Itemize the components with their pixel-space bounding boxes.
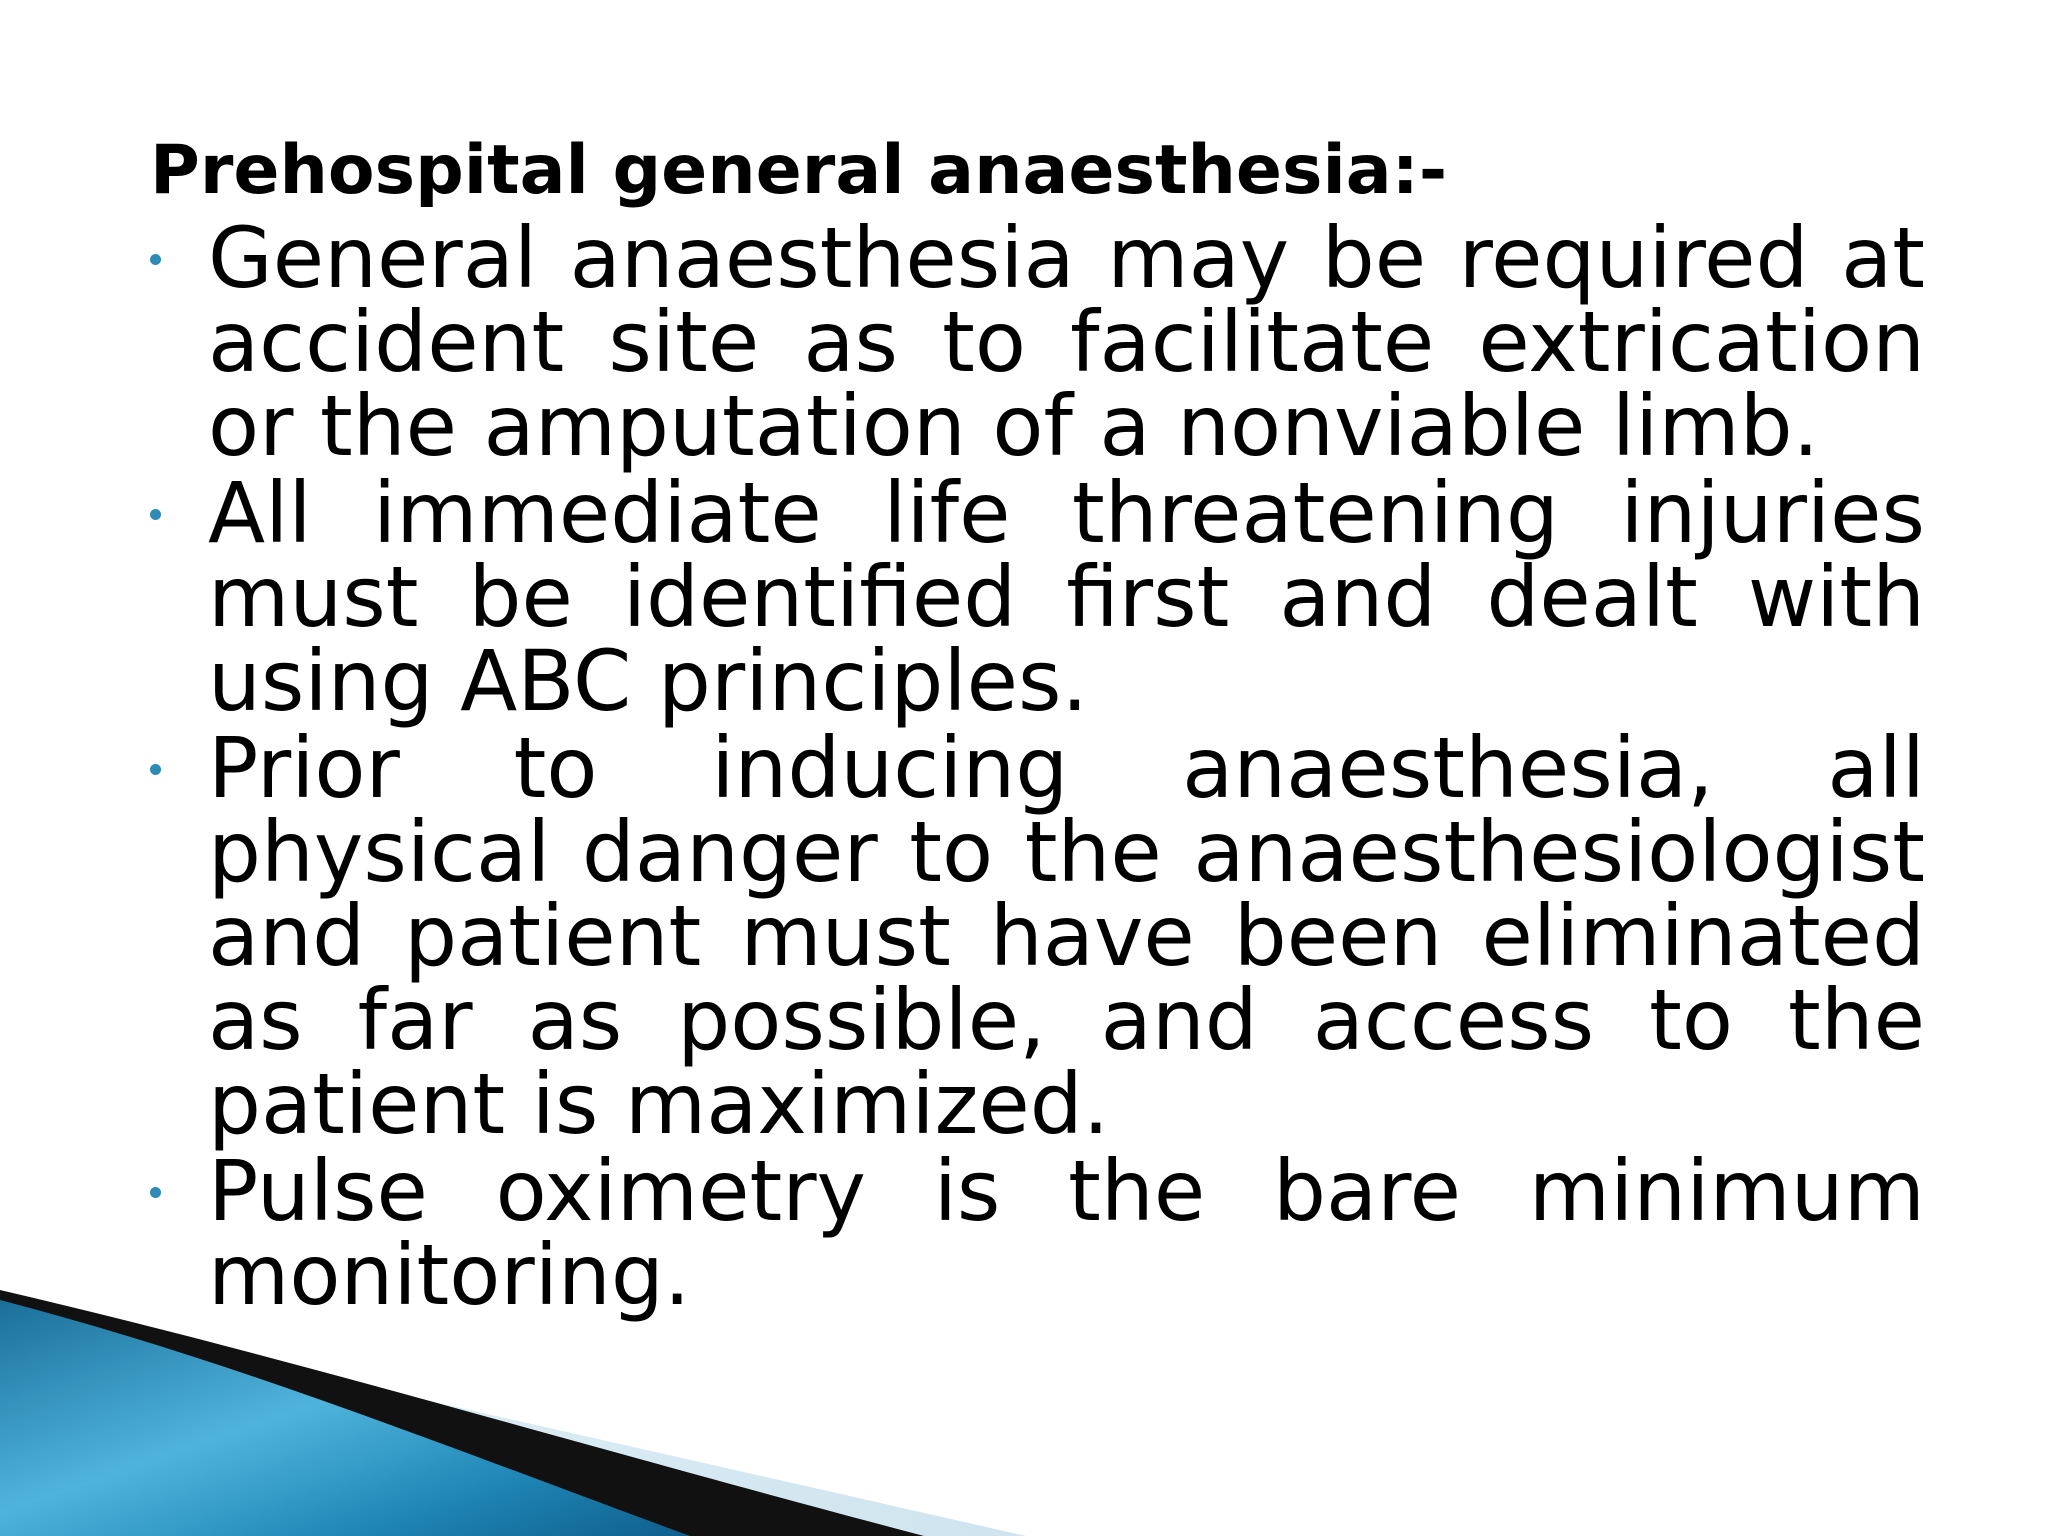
bullet-dot-icon bbox=[150, 254, 161, 265]
bullet-dot-icon bbox=[150, 764, 161, 775]
bullet-item-2 bbox=[0, 464, 1925, 730]
bullet-item-4 bbox=[0, 1142, 1925, 1324]
bullet-list bbox=[0, 209, 1925, 1324]
bullet-dot-icon bbox=[150, 1187, 161, 1198]
slide-title: Prehospital general anaesthesia:- bbox=[150, 131, 1448, 210]
bullet-dot-icon bbox=[150, 509, 161, 520]
bullet-text: Pulse oximetry is the bare minimum monitoring. bbox=[208, 1142, 1925, 1324]
bullet-text: General anaesthesia may be required at accident site as to facilitate extrication or the amputation of a nonviable limb. bbox=[208, 209, 1925, 475]
bullet-text: Prior to inducing anaesthesia, all physical danger to the anaesthesiologist and patient must have been eliminated as far as possible, and access to the patient is maximized. bbox=[208, 719, 1925, 1153]
bullet-item-1 bbox=[0, 209, 1925, 475]
bullet-text: All immediate life threatening injuries must be identified first and dealt with using ABC principles. bbox=[208, 464, 1925, 730]
blue-wedge-shape bbox=[0, 1300, 690, 1536]
bullet-item-3 bbox=[0, 719, 1925, 1153]
